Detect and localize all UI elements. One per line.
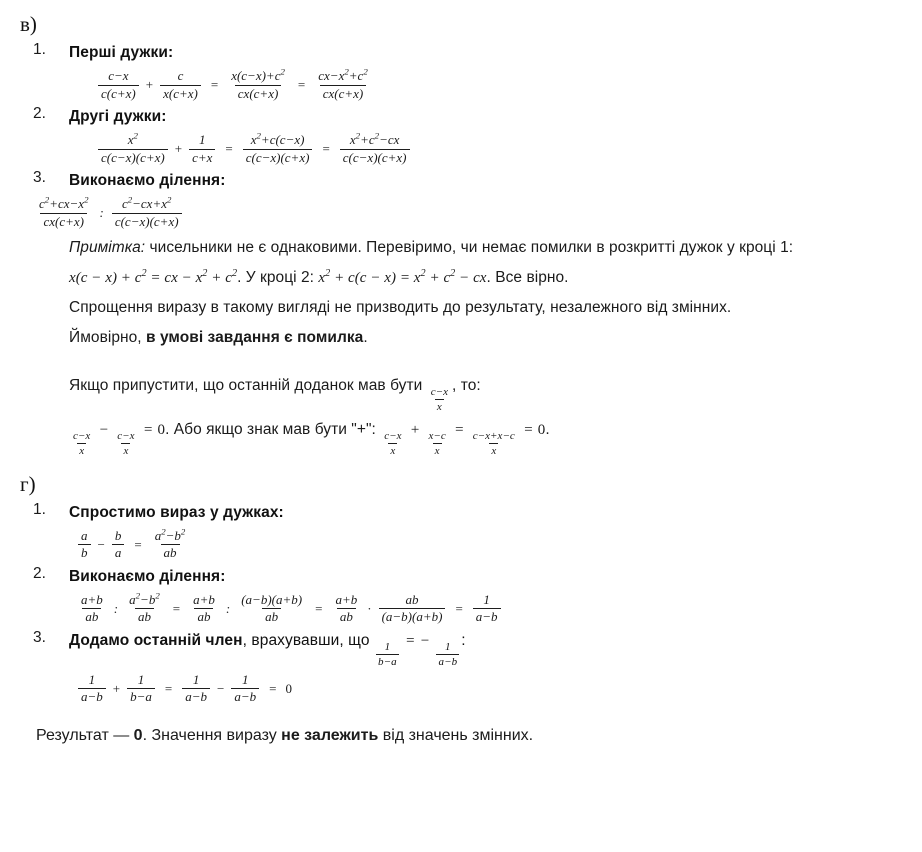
note-line-4-bold: в умові завдання є помилка: [146, 329, 364, 347]
operator-equals: =: [297, 77, 306, 93]
fraction: $\frac{c^2-cx+x^2}{c(c-x)(c+x)}$: [112, 197, 182, 229]
step-item: [14, 565, 912, 625]
operator-plus: +: [409, 422, 421, 439]
operator-equals: =: [322, 141, 330, 157]
operator-equals: =: [523, 422, 534, 439]
note-line-4: [14, 323, 912, 353]
fraction: $\frac{a^2-b^2}{ab}$: [154, 526, 186, 561]
result-post: від значень змінних.: [378, 726, 534, 744]
step-heading: Виконаємо ділення:: [69, 172, 226, 190]
operator-plus: +: [145, 77, 154, 93]
fraction: $\frac{1}{c+x}$: [189, 133, 215, 165]
result-pre: Результат —: [36, 726, 134, 744]
fraction: $\frac{cx-x^2+c^2}{cx(c+x)}$: [318, 66, 368, 101]
note-lead-label: Примітка:: [69, 239, 146, 257]
operator-equals: =: [269, 680, 277, 696]
step-heading-rest: , врахувавши, що: [242, 631, 370, 649]
operator-equals: =: [454, 422, 465, 439]
value-zero: 0: [285, 680, 292, 696]
fraction: $\frac{x-c}{x}$: [428, 430, 446, 458]
fraction: $\frac{b}{a}$: [112, 529, 125, 561]
step-number: 1.: [33, 500, 46, 518]
operator-equals: =: [164, 680, 173, 696]
operator-divide: :: [113, 600, 119, 616]
fraction: $\frac{ab}{(a-b)(a+b)}$: [379, 593, 446, 625]
fraction: $\frac{x^2+c^2-cx}{c(c-x)(c+x)}$: [340, 133, 410, 165]
fraction: $\frac{1}{a-b}$: [231, 673, 259, 705]
operator-divide: :: [99, 205, 104, 221]
fraction: $\frac{1}{a-b}$: [78, 673, 106, 705]
step-heading: Виконаємо ділення:: [69, 567, 226, 585]
equation-g2: [69, 590, 912, 625]
fraction: $\frac{c-x}{x}$: [384, 430, 402, 458]
step-number: 1.: [33, 41, 46, 58]
alt-mid-text: . Або якщо знак мав бути "+":: [165, 421, 376, 439]
section-label-g: г): [20, 471, 36, 496]
operator-equals: =: [455, 600, 463, 616]
operator-equals: =: [225, 141, 233, 157]
step-heading: Перші дужки:: [69, 44, 174, 61]
section-label-v: в): [20, 12, 37, 36]
fraction: $\frac{a+b}{ab}$: [335, 591, 358, 625]
operator-plus: +: [112, 680, 121, 696]
step-item: [14, 629, 912, 705]
operator-equals: =: [172, 600, 181, 616]
period: .: [545, 421, 550, 439]
fraction: $\frac{(a-b)(a+b)}{ab}$: [241, 591, 303, 625]
result-bold: не залежить: [281, 726, 379, 744]
fraction: $\frac{c-x}{c(c+x)}$: [98, 69, 139, 101]
fraction: $\frac{1}{b-a}$: [127, 673, 155, 705]
equation-v2: [69, 130, 912, 165]
fraction: $\frac{a+b}{ab}$: [81, 591, 103, 625]
step-heading: Спростимо вираз у дужках:: [69, 503, 284, 521]
assume-paragraph: [14, 371, 912, 413]
operator-plus: +: [174, 141, 183, 157]
fraction: $\frac{c-x}{x}$: [117, 430, 135, 458]
step-item: [14, 105, 912, 165]
result-line: [14, 723, 912, 749]
operator-minus: −: [217, 680, 225, 696]
step-number: 3.: [33, 628, 46, 646]
steps-list-g: [14, 501, 912, 705]
fraction: $\frac{1}{a-b}$: [438, 640, 458, 668]
fraction: $\frac{1}{a-b}$: [182, 673, 210, 705]
operator-minus: −: [98, 422, 109, 439]
operator-minus: −: [97, 536, 105, 552]
fraction: $\frac{c^2+cx-x^2}{cx(c+x)}$: [39, 194, 89, 229]
note-equation-2: $x^2 + c(c - x) = x^2 + c^2$ − cx: [318, 268, 487, 287]
fraction: $\frac{a+b}{ab}$: [193, 591, 215, 625]
operator-equals: =: [134, 536, 142, 552]
operator-minus: −: [419, 632, 431, 649]
note-equation-1: $x(c - x) + c^2$ = cx − $x^2 + c^2$: [69, 268, 238, 287]
fraction: $\frac{1}{a-b}$: [473, 593, 501, 625]
note-text-2: . У кроці 2:: [237, 269, 315, 287]
fraction: $\frac{a^2-b^2}{ab}$: [129, 590, 160, 625]
note-paragraph: [14, 233, 912, 293]
operator-equals: =: [142, 422, 154, 439]
step-number: 2.: [33, 564, 46, 582]
step-heading: [69, 629, 912, 668]
assume-post-text: , то:: [452, 377, 481, 395]
operator-equals: =: [315, 600, 323, 616]
heading-colon: :: [461, 631, 466, 649]
step-number: 3.: [33, 169, 46, 187]
result-mid: . Значення виразу: [142, 726, 282, 744]
step-number: 2.: [33, 105, 46, 123]
assume-pre-text: Якщо припустити, що останній доданок мав бути: [69, 377, 423, 395]
step-heading-bold: Додамо останній член: [69, 631, 243, 649]
value-zero: 0: [157, 422, 166, 439]
note-text-1: чисельники не є однаковими. Перевіримо, чи немає помилки в розкритті дужок у кроці 1:: [145, 239, 794, 257]
operator-divide: :: [225, 600, 231, 616]
assume-fraction: $\frac{c-x}{x}$: [430, 386, 449, 414]
fraction: $\frac{1}{b-a}$: [378, 640, 397, 668]
step-item: [14, 169, 912, 229]
fraction: $\frac{x(c-x)+c^2}{cx(c+x)}$: [231, 66, 285, 101]
fraction: $\frac{x^2}{c(c-x)(c+x)}$: [98, 133, 168, 165]
operator-equals: =: [210, 77, 219, 93]
fraction: $\frac{c-x}{x}$: [73, 430, 91, 458]
step-item: [14, 41, 912, 101]
note-text-3: . Все вірно.: [486, 269, 569, 287]
step-heading: Другі дужки:: [69, 108, 167, 126]
alternative-equation-line: [14, 413, 912, 457]
fraction: $\frac{c-x+x-c}{x}$: [472, 430, 515, 458]
steps-list-v: [14, 41, 912, 229]
fraction: $\frac{a}{b}$: [78, 529, 91, 561]
value-zero: 0: [537, 422, 546, 439]
equation-v1: [69, 66, 912, 101]
note-line-4-post: .: [363, 329, 368, 347]
fraction: $\frac{x^2+c(c-x)}{c(c-x)(c+x)}$: [243, 133, 313, 165]
equation-g3: [69, 673, 912, 705]
step-item: [14, 501, 912, 561]
fraction: $\frac{c}{x(c+x)}$: [160, 69, 201, 101]
result-value: 0: [133, 726, 143, 744]
equation-g1: [69, 526, 912, 561]
operator-multiply: ·: [367, 600, 372, 616]
equation-v3: [35, 194, 912, 229]
operator-equals: =: [405, 632, 416, 649]
note-line-3: Спрощення виразу в такому вигляді не призводить до результату, незалежного від змінних.: [69, 299, 732, 317]
note-line-4-pre: Ймовірно,: [69, 329, 147, 347]
